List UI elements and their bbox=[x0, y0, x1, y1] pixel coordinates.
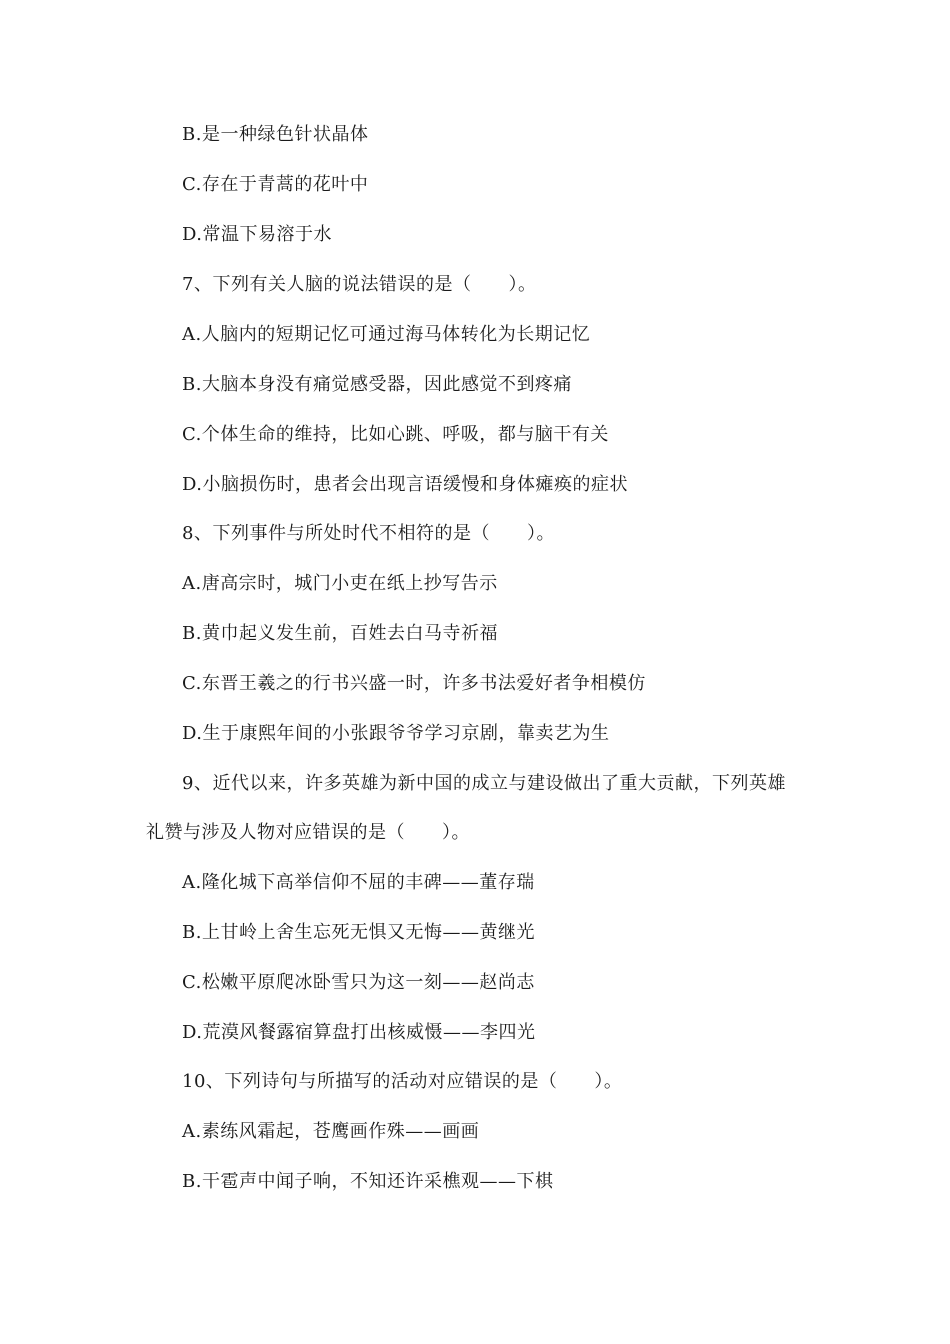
q7-option-c: C.个体生命的维持，比如心跳、呼吸，都与脑干有关 bbox=[182, 424, 609, 445]
q10-question: 10、下列诗句与所描写的活动对应错误的是（ ）。 bbox=[182, 1071, 623, 1092]
q8-option-d: D.生于康熙年间的小张跟爷爷学习京剧，靠卖艺为生 bbox=[182, 723, 610, 744]
q7-option-d: D.小脑损伤时，患者会出现言语缓慢和身体瘫痪的症状 bbox=[182, 474, 629, 495]
q10-option-b: B.干雹声中闻子响，不知还许采樵观——下棋 bbox=[182, 1171, 554, 1192]
q6-option-d: D.常温下易溶于水 bbox=[182, 224, 333, 245]
q8-option-c: C.东晋王羲之的行书兴盛一时，许多书法爱好者争相模仿 bbox=[182, 673, 646, 694]
q9-question-line1: 9、近代以来，许多英雄为新中国的成立与建设做出了重大贡献，下列英雄 bbox=[182, 773, 786, 794]
q9-option-c: C.松嫩平原爬冰卧雪只为这一刻——赵尚志 bbox=[182, 972, 535, 993]
q7-question: 7、下列有关人脑的说法错误的是（ ）。 bbox=[182, 274, 537, 295]
q7-option-b: B.大脑本身没有痛觉感受器，因此感觉不到疼痛 bbox=[182, 374, 572, 395]
q8-option-a: A.唐高宗时，城门小吏在纸上抄写告示 bbox=[182, 573, 498, 594]
q10-option-a: A.素练风霜起，苍鹰画作殊——画画 bbox=[182, 1121, 480, 1142]
q9-option-a: A.隆化城下高举信仰不屈的丰碑——董存瑞 bbox=[182, 872, 535, 893]
q6-option-c: C.存在于青蒿的花叶中 bbox=[182, 174, 369, 195]
q9-question-line2: 礼赞与涉及人物对应错误的是（ ）。 bbox=[146, 822, 470, 843]
q9-option-d: D.荒漠风餐露宿算盘打出核威慑——李四光 bbox=[182, 1022, 536, 1043]
q6-option-b: B.是一种绿色针状晶体 bbox=[182, 124, 369, 145]
q7-option-a: A.人脑内的短期记忆可通过海马体转化为长期记忆 bbox=[182, 324, 591, 345]
q9-option-b: B.上甘岭上舍生忘死无惧又无悔——黄继光 bbox=[182, 922, 535, 943]
q8-option-b: B.黄巾起义发生前，百姓去白马寺祈福 bbox=[182, 623, 498, 644]
q8-question: 8、下列事件与所处时代不相符的是（ ）。 bbox=[182, 523, 555, 544]
